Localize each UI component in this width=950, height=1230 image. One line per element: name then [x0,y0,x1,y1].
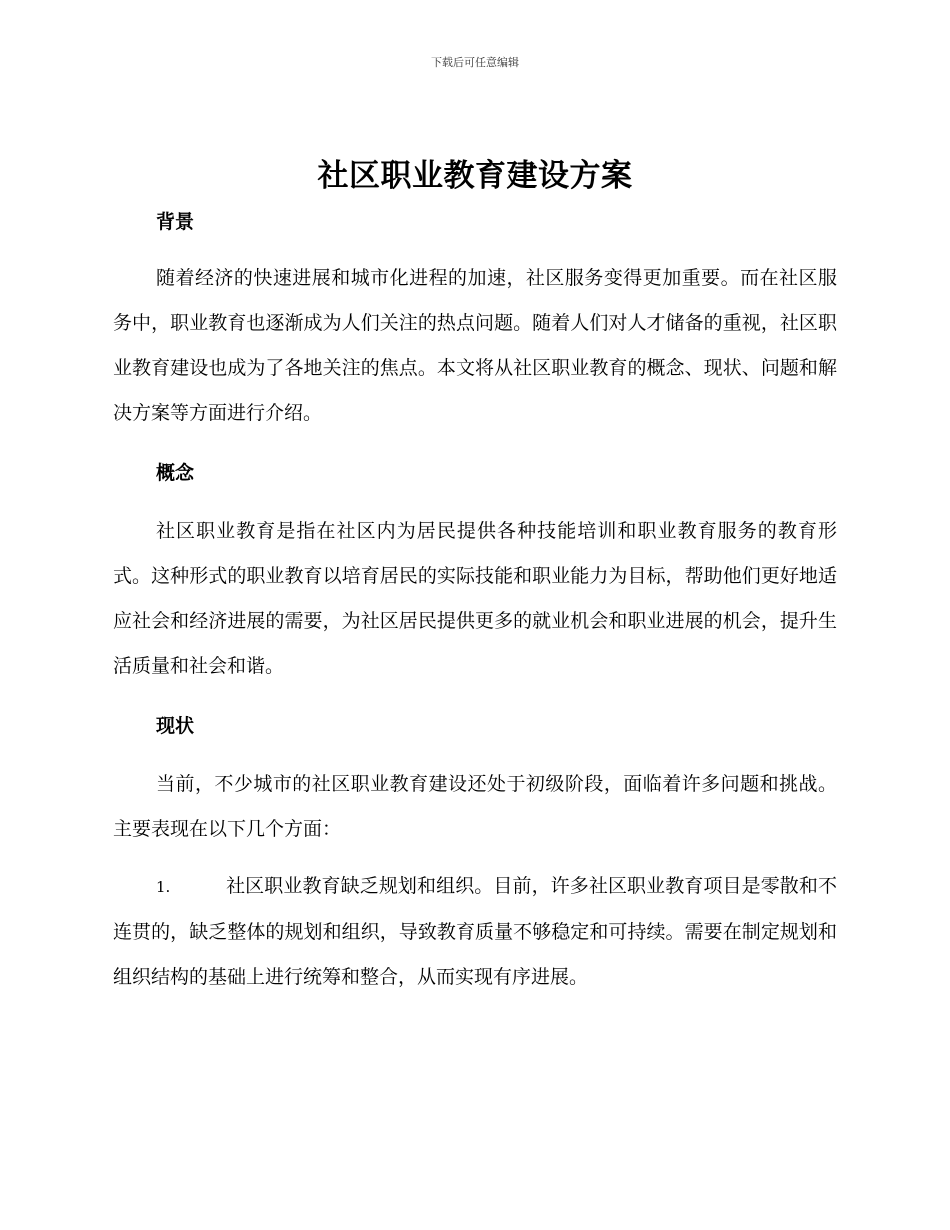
paragraph-status: 当前，不少城市的社区职业教育建设还处于初级阶段，面临着许多问题和挑战。主要表现在以下几个方面： [113,773,837,840]
header-note: 下载后可任意编辑 [431,56,519,69]
document-body [113,200,837,1000]
section-heading-concept: 概念 [156,462,195,484]
section-heading-status: 现状 [156,715,195,737]
section-heading-background: 背景 [156,211,195,233]
list-item-text: 社区职业教育缺乏规划和组织。目前，许多社区职业教育项目是零散和不连贯的，缺乏整体的规划和组织，导致教育质量不够稳定和可持续。需要在制定规划和组织结构的基础上进行统筹和整合，从而实现有序进展。 [113,875,837,988]
paragraph-background: 随着经济的快速进展和城市化进程的加速，社区服务变得更加重要。而在社区服务中，职业教育也逐渐成为人们关注的热点问题。随着人们对人才储备的重视，社区职业教育建设也成为了各地关注的焦点。本文将从社区职业教育的概念、现状、问题和解决方案等方面进行介绍。 [113,267,837,424]
document-title: 社区职业教育建设方案 [317,158,633,194]
paragraph-concept: 社区职业教育是指在社区内为居民提供各种技能培训和职业教育服务的教育形式。这种形式的职业教育以培育居民的实际技能和职业能力为目标，帮助他们更好地适应社会和经济进展的需要，为社区居民提供更多的就业机会和职业进展的机会，提升生活质量和社会和谐。 [113,520,837,677]
list-item [113,864,837,1000]
list-item-number: 1. [156,878,171,896]
